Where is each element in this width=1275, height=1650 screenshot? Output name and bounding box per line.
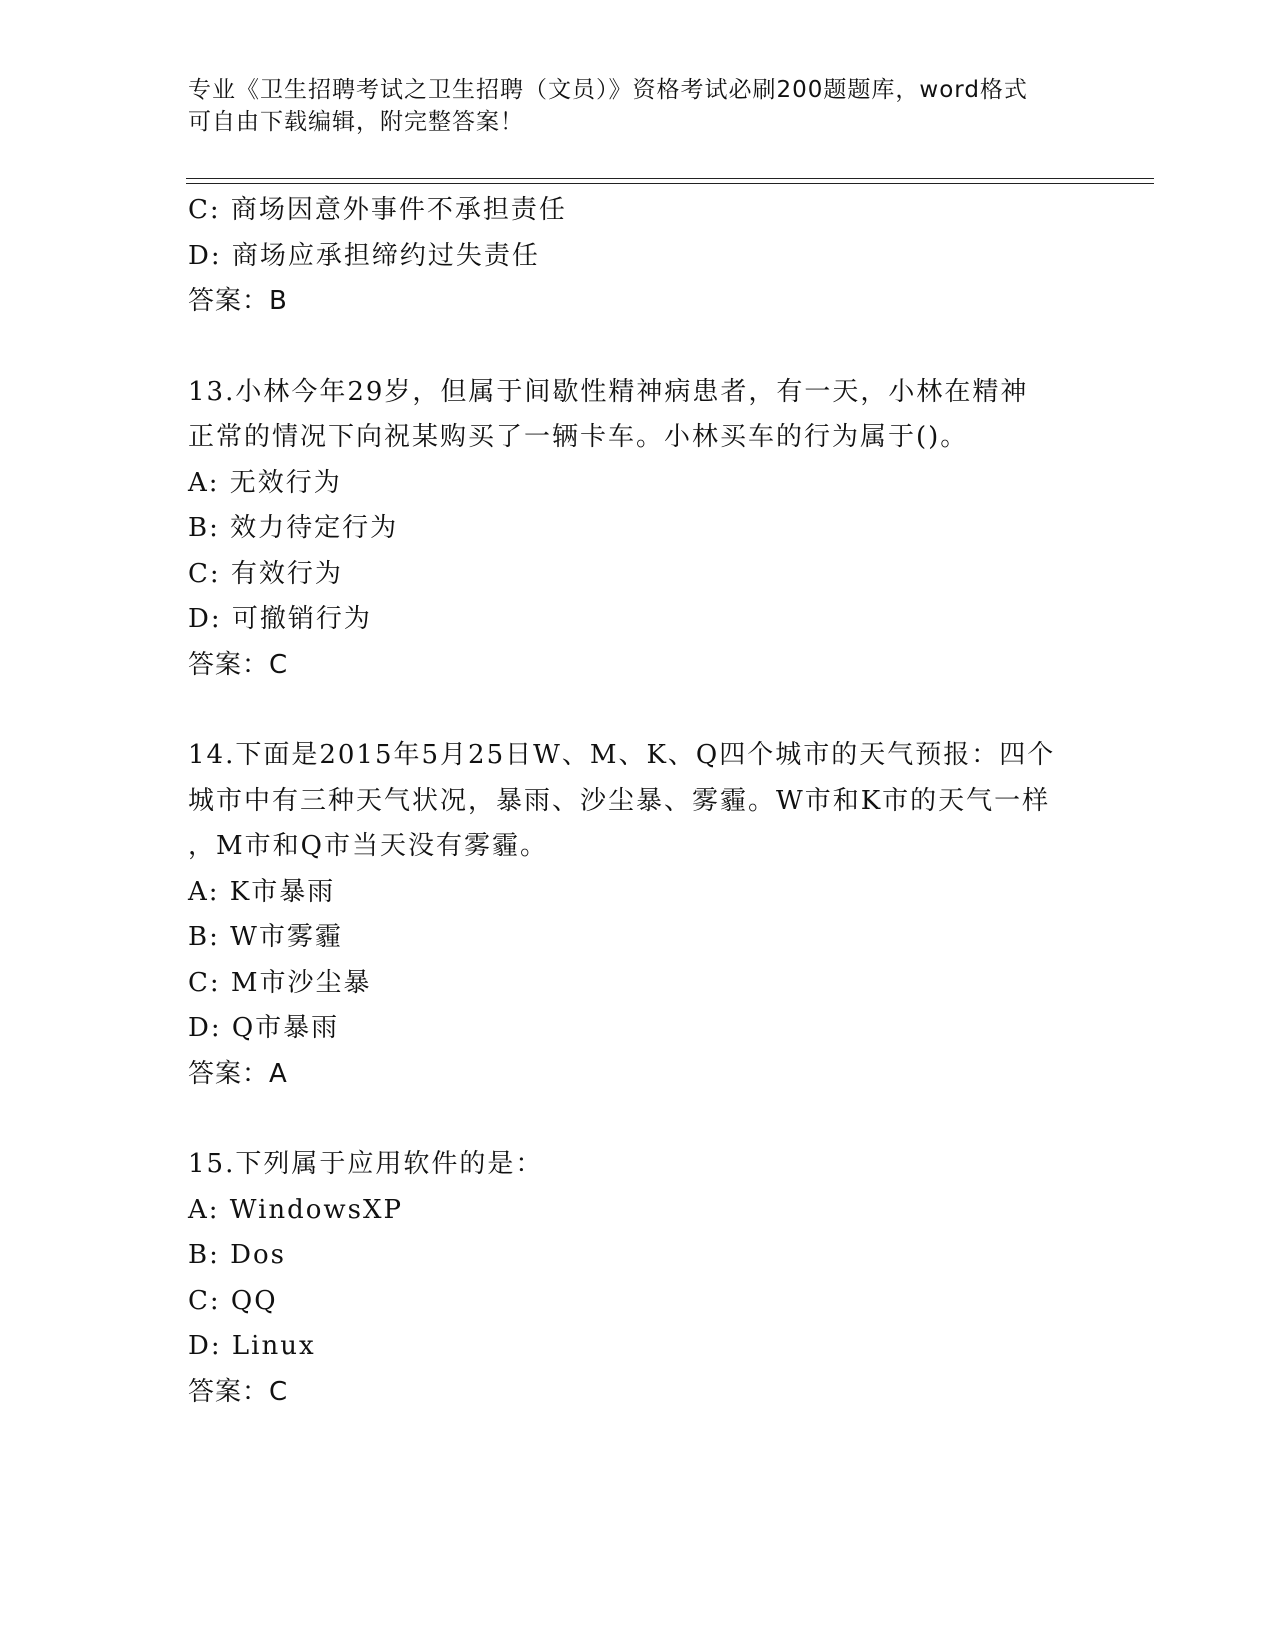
answer-line: 答案：C: [188, 649, 289, 680]
spacer: [188, 325, 1128, 370]
option-a: A: WindowsXP: [188, 1194, 404, 1225]
question-text-line: ，M市和Q市当天没有雾霾。: [188, 831, 548, 861]
question-text-line: 13.小林今年29岁，但属于间歇性精神病患者，有一天，小林在精神: [188, 376, 1029, 407]
option-d: D: Q市暴雨: [188, 1013, 340, 1043]
question-text-line: 15.下列属于应用软件的是：: [188, 1149, 544, 1179]
answer-line: 答案：C: [188, 1376, 289, 1407]
question-14: [188, 733, 1128, 1097]
option-b: B: Dos: [188, 1240, 286, 1270]
question-text-line: 正常的情况下向祝某购买了一辆卡车。小林买车的行为属于()。: [188, 422, 969, 452]
spacer: [188, 1097, 1128, 1142]
document-header: [188, 74, 1088, 138]
option-c: C: M市沙尘暴: [188, 967, 372, 998]
question-15: [188, 1142, 1128, 1415]
option-b: B: W市雾霾: [188, 922, 343, 952]
option-d: D: Linux: [188, 1331, 316, 1361]
header-divider-bottom: [186, 183, 1154, 184]
option-d: D: 商场应承担缔约过失责任: [188, 240, 540, 271]
header-title-line-1: 专业《卫生招聘考试之卫生招聘（文员）》资格考试必刷200题题库，word格式: [188, 77, 1028, 103]
spacer: [188, 688, 1128, 733]
question-13: [188, 370, 1128, 689]
answer-line: 答案：B: [188, 286, 288, 316]
option-a: A: 无效行为: [188, 467, 342, 498]
option-c: C: QQ: [188, 1285, 278, 1316]
header-title-line-2: 可自由下载编辑，附完整答案！: [188, 109, 524, 135]
option-d: D: 可撤销行为: [188, 604, 372, 634]
question-text-line: 城市中有三种天气状况，暴雨、沙尘暴、雾霾。W市和K市的天气一样: [188, 785, 1051, 816]
header-divider-top: [186, 178, 1154, 179]
question-12-continued: [188, 188, 1128, 325]
option-c: C: 商场因意外事件不承担责任: [188, 195, 567, 225]
option-c: C: 有效行为: [188, 558, 343, 589]
option-b: B: 效力待定行为: [188, 513, 399, 543]
question-content: [188, 188, 1128, 1415]
answer-line: 答案：A: [188, 1058, 288, 1089]
question-text-line: 14.下面是2015年5月25日W、M、K、Q四个城市的天气预报：四个: [188, 740, 1056, 770]
option-a: A: K市暴雨: [188, 876, 336, 907]
